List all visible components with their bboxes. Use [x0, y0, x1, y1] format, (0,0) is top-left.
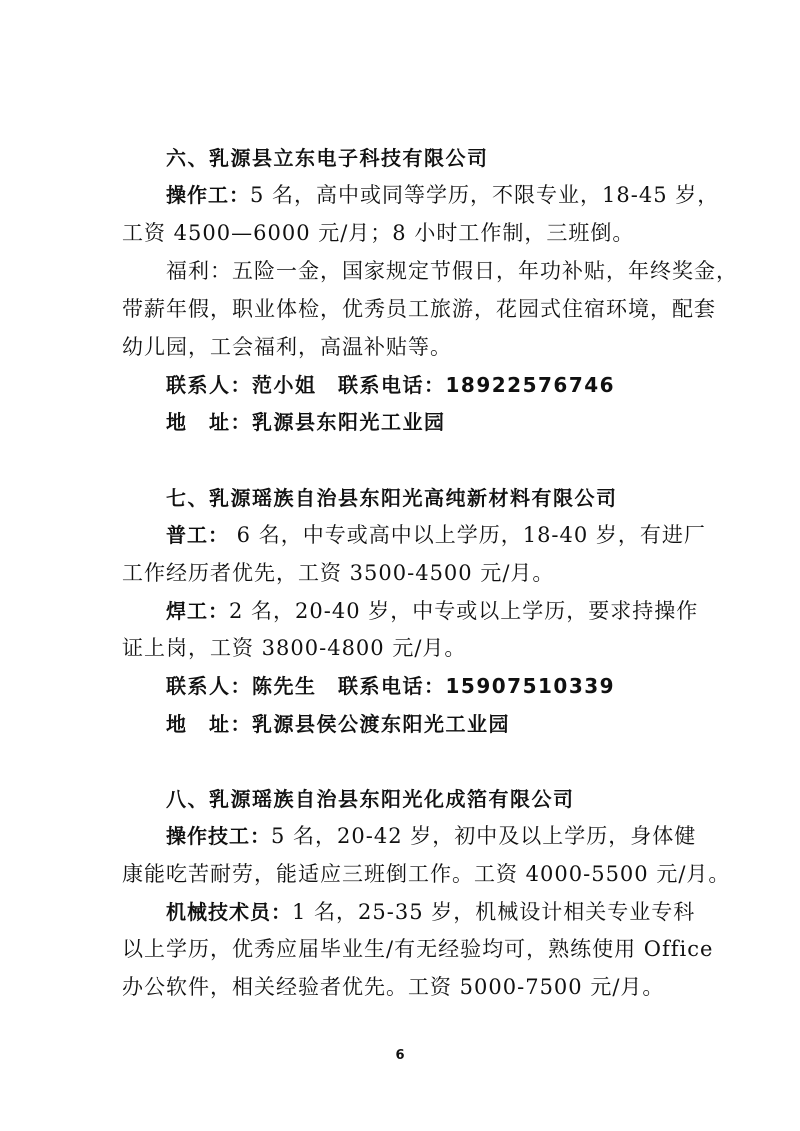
job-text: 5 名，高中或同等学历，不限专业，18-45 岁， [250, 183, 720, 207]
benefits-text-continued: 幼儿园，工会福利，高温补贴等。 [122, 335, 452, 359]
benefits-text-continued: 带薪年假，职业体检，优秀员工旅游，花园式住宿环境，配套 [122, 297, 716, 321]
address-line: 地 址：乳源县侯公渡东阳光工业园 [166, 712, 510, 736]
job-text-continued: 办公软件，相关经验者优先。工资 5000-7500 元/月。 [122, 975, 665, 999]
contact-line: 联系人：范小姐 联系电话：18922576746 [166, 373, 616, 397]
company-heading: 六、乳源县立东电子科技有限公司 [166, 146, 489, 170]
page-number: 6 [395, 1048, 405, 1063]
job-line [166, 596, 698, 626]
job-text-continued: 以上学历，优秀应届毕业生/有无经验均可，熟练使用 Office [122, 937, 714, 961]
job-text-continued: 工作经历者优先，工资 3500-4500 元/月。 [122, 561, 555, 585]
job-label: 机械技术员： [166, 900, 292, 924]
address-line: 地 址：乳源县东阳光工业园 [166, 410, 446, 434]
job-label: 焊工： [166, 599, 229, 623]
contact-line: 联系人：陈先生 联系电话：15907510339 [166, 674, 616, 698]
job-line [166, 520, 706, 550]
company-heading: 七、乳源瑶族自治县东阳光高纯新材料有限公司 [166, 486, 618, 510]
job-text: 1 名，25-35 岁，机械设计相关专业专科 [292, 900, 696, 924]
job-text: 6 名，中专或高中以上学历，18-40 岁，有进厂 [229, 523, 706, 547]
job-text-continued: 工资 4500—6000 元/月；8 小时工作制，三班倒。 [122, 221, 635, 245]
job-line [166, 821, 696, 851]
job-text-continued: 证上岗，工资 3800-4800 元/月。 [122, 636, 467, 660]
job-line [166, 897, 695, 927]
job-text: 2 名，20-40 岁，中专或以上学历，要求持操作 [229, 599, 699, 623]
company-heading: 八、乳源瑶族自治县东阳光化成箔有限公司 [166, 787, 575, 811]
job-text-continued: 康能吃苦耐劳，能适应三班倒工作。工资 4000-5500 元/月。 [122, 862, 731, 886]
benefits-text: 福利：五险一金，国家规定节假日，年功补贴，年终奖金， [166, 259, 738, 283]
job-label: 操作技工： [166, 824, 271, 848]
job-text: 5 名，20-42 岁，初中及以上学历，身体健 [271, 824, 697, 848]
job-label: 操作工： [166, 183, 250, 207]
job-line [166, 180, 719, 210]
job-label: 普工： [166, 523, 229, 547]
